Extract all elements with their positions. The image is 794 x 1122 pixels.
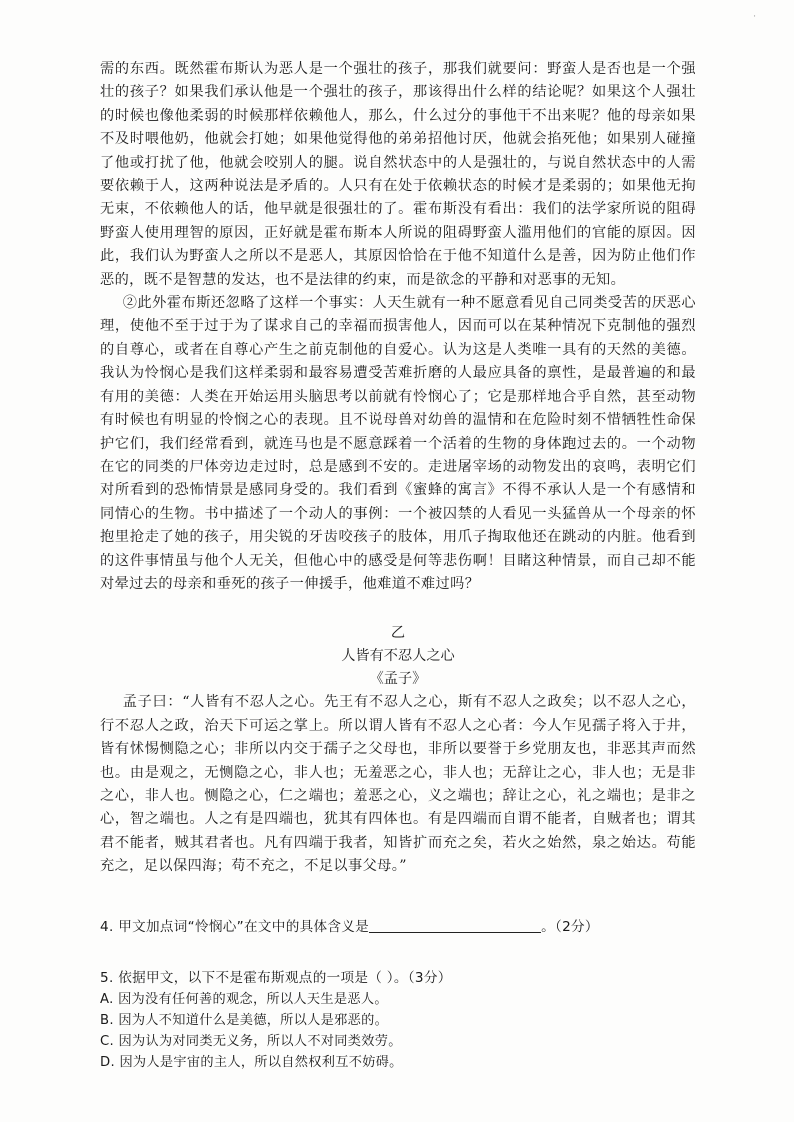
passage-yi-title: 人皆有不忍人之心 (341, 648, 455, 665)
passage-jia-paragraph-1: 需的东西。既然霍布斯认为恶人是一个强壮的孩子，那我们就要问：野蛮人是否也是一个强壮的孩子？如果我们承认他是一个强壮的孩子，那该得出什么样的结论呢？如果这个人强壮的时候也像他柔弱的时候那样依赖他人，那么，什么过分的事他干不出来呢？他的母亲如果不及时喂他奶，他就会打她；如果他觉得他的弟弟招他讨厌，他就会掐死他；如果别人碰撞了他或打扰了他，他就会咬别人的腿。说自然状态中的人是强壮的，与说自然状态中的人需要依赖于人，这两种说法是矛盾的。人只有在处于依赖状态的时候才是柔弱的；如果他无拘无束，不依赖他人的话，他早就是很强壮的了。霍布斯没有看出：我们的法学家所说的阻碍野蛮人使用理智的原因，正好就是霍布斯本人所说的阻碍野蛮人滥用他们的官能的原因。因此，我们认为野蛮人之所以不是恶人，其原因恰恰在于他不知道什么是善，因为防止他们作恶的，既不是智慧的发达，也不是法律的约束，而是欲念的平静和对恶事的无知。 (100, 61, 696, 288)
question-4-prefix: 4. 甲文加点词“怜悯心”在文中的具体含义是 (100, 918, 370, 935)
question-4 (100, 917, 696, 938)
corner-mark: · (753, 12, 756, 22)
passage-yi-body: 孟子曰：“人皆有不忍人之心。先王有不忍人之心，斯有不忍人之政矣；以不忍人之心，行不忍人之政，治天下可运之掌上。所以谓人皆有不忍人之心者：今人乍见孺子将入于井，皆有怵惕恻隐之心；非所以内交于孺子之父母也，非所以要誉于乡党朋友也，非恶其声而然也。由是观之，无恻隐之心，非人也；无羞恶之心，非人也；无辞让之心，非人也；无是非之心，非人也。恻隐之心，仁之端也；羞恶之心，义之端也；辞让之心，礼之端也；是非之心，智之端也。人之有是四端也，犹其有四体也。有是四端而自谓不能者，自贼者也；谓其君不能者，贼其君者也。凡有四端于我者，知皆扩而充之矣，若火之始然，泉之始达。苟能充之，足以保四海；苟不充之，不足以事父母。” (100, 694, 696, 875)
question-5-stem: 5. 依据甲文，以下不是霍布斯观点的一项是（ ）。（3分） (100, 969, 452, 986)
exam-page (100, 58, 696, 1073)
answer-blank[interactable] (369, 918, 541, 933)
passage-jia-paragraph-2: ②此外霍布斯还忽略了这样一个事实：人天生就有一种不愿意看见自己同类受苦的厌恶心理，使他不至于过于为了谋求自己的幸福而损害他人，因而可以在某种情况下克制他的强烈的自尊心，或者在自尊心产生之前克制他的自爱心。认为这是人类唯一具有的天然的美德。我认为怜悯心是我们这样柔弱和最容易遭受苦难折磨的人最应具备的禀性，是最普遍的和最有用的美德：人类在开始运用头脑思考以前就有怜悯心了；它是那样地合乎自然，甚至动物有时候也有明显的怜悯之心的表现。且不说母兽对幼兽的温情和在危险时刻不惜牺牲性命保护它们，我们经常看到，就连马也是不愿意踩着一个活着的生物的身体跑过去的。一个动物在它的同类的尸体旁边走过时，总是感到不安的。走进屠宰场的动物发出的哀鸣，表明它们对所看到的恐怖情景是感同身受的。我们看到《蜜蜂的寓言》不得不承认人是一个有感情和同情心的生物。书中描述了一个动人的事例：一个被囚禁的人看见一头猛兽从一个母亲的怀抱里抢走了她的孩子，用尖锐的牙齿咬孩子的肢体，用爪子掏取他还在跳动的内脏。他看到的这件事情虽与他个人无关，但他心中的感受是何等悲伤啊！目睹这种情景，而自己却不能对晕过去的母亲和垂死的孩子一伸援手，他难道不难过吗？ (100, 295, 696, 592)
question-5-option-a: A. 因为没有任何善的观念，所以人天生是恶人。 (100, 991, 388, 1007)
question-5-option-c: C. 因为认为对同类无义务，所以人不对同类效劳。 (100, 1033, 402, 1049)
question-5-option-d: D. 因为人是宇宙的主人，所以自然权利互不妨碍。 (100, 1054, 403, 1070)
question-5-option-b: B. 因为人不知道什么是美德，所以人是邪恶的。 (100, 1012, 389, 1028)
question-4-suffix: 。（2分） (541, 918, 599, 935)
passage-yi-label: 乙 (390, 625, 406, 642)
passage-yi-source: 《孟子》 (369, 671, 427, 688)
